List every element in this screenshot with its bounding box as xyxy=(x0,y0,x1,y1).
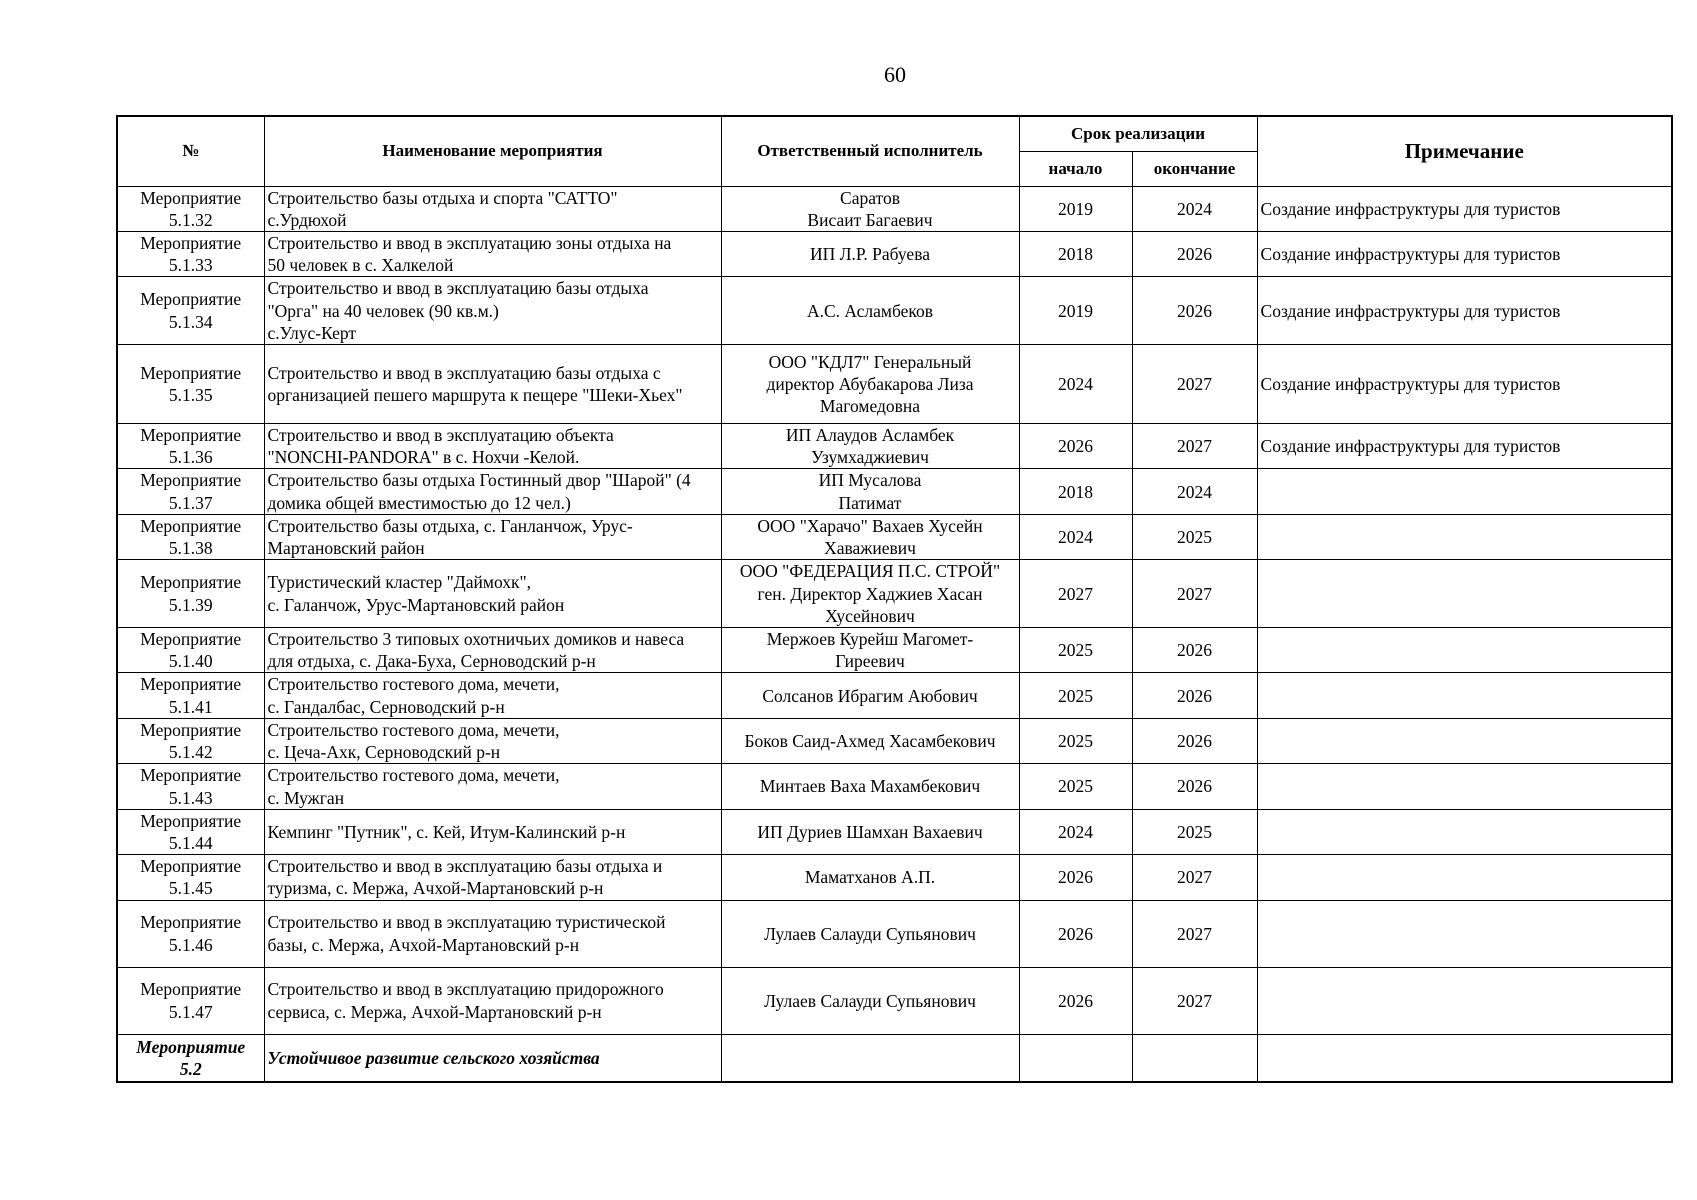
end-year: 2027 xyxy=(1132,345,1257,424)
note xyxy=(1257,764,1672,809)
table-row-section xyxy=(117,1034,1672,1082)
start-year: 2019 xyxy=(1019,277,1132,345)
activity-number: Мероприятие 5.1.32 xyxy=(117,186,264,231)
activity-name: Строительство и ввод в эксплуатацию туристической базы, с. Мержа, Ачхой-Мартановский р-н xyxy=(264,900,721,967)
activity-number: Мероприятие 5.1.36 xyxy=(117,424,264,469)
end-year: 2026 xyxy=(1132,673,1257,718)
note xyxy=(1257,514,1672,559)
table-row xyxy=(117,277,1672,345)
activity-name: Строительство гостевого дома, мечети, с. Мужган xyxy=(264,764,721,809)
start-year: 2019 xyxy=(1019,186,1132,231)
note xyxy=(1257,469,1672,514)
table-row xyxy=(117,900,1672,967)
activity-name: Строительство базы отдыха, с. Ганланчож, Урус- Мартановский район xyxy=(264,514,721,559)
table-row xyxy=(117,628,1672,673)
start-year: 2025 xyxy=(1019,673,1132,718)
end-year: 2026 xyxy=(1132,277,1257,345)
activity-number: Мероприятие 5.1.37 xyxy=(117,469,264,514)
activity-number: Мероприятие 5.1.45 xyxy=(117,855,264,900)
activity-name: Строительство 3 типовых охотничьих домиков и навеса для отдыха, с. Дака-Буха, Серноводский р-н xyxy=(264,628,721,673)
activity-number: Мероприятие 5.1.34 xyxy=(117,277,264,345)
note: Создание инфраструктуры для туристов xyxy=(1257,345,1672,424)
start-year: 2026 xyxy=(1019,967,1132,1034)
end-year: 2025 xyxy=(1132,514,1257,559)
table-row xyxy=(117,231,1672,276)
note xyxy=(1257,560,1672,628)
table-row xyxy=(117,469,1672,514)
start-year: 2026 xyxy=(1019,855,1132,900)
responsible-executor: Боков Саид-Ахмед Хасамбекович xyxy=(721,718,1019,763)
start-year: 2018 xyxy=(1019,231,1132,276)
responsible-executor: Солсанов Ибрагим Аюбович xyxy=(721,673,1019,718)
table-row xyxy=(117,718,1672,763)
responsible-executor: Лулаев Салауди Супьянович xyxy=(721,967,1019,1034)
table-row xyxy=(117,967,1672,1034)
table-body xyxy=(117,186,1672,1082)
note: Создание инфраструктуры для туристов xyxy=(1257,277,1672,345)
activity-number: Мероприятие 5.1.42 xyxy=(117,718,264,763)
activity-name: Строительство базы отдыха Гостинный двор "Шарой" (4 домика общей вместимостью до 12 чел.) xyxy=(264,469,721,514)
table-row xyxy=(117,560,1672,628)
start-year: 2024 xyxy=(1019,514,1132,559)
activity-name: Строительство и ввод в эксплуатацию базы отдыха и туризма, с. Мержа, Ачхой-Мартановский р-н xyxy=(264,855,721,900)
table-row xyxy=(117,809,1672,854)
note: Создание инфраструктуры для туристов xyxy=(1257,231,1672,276)
activity-number: Мероприятие 5.1.39 xyxy=(117,560,264,628)
responsible-executor: ООО "КДЛ7" Генеральный директор Абубакарова Лиза Магомедовна xyxy=(721,345,1019,424)
table-row xyxy=(117,345,1672,424)
activity-name: Строительство базы отдыха и спорта "САТТО" с.Урдюхой xyxy=(264,186,721,231)
header-end: окончание xyxy=(1132,151,1257,186)
end-year: 2026 xyxy=(1132,764,1257,809)
note xyxy=(1257,673,1672,718)
page-number: 60 xyxy=(884,62,906,87)
end-year: 2024 xyxy=(1132,469,1257,514)
start-year: 2024 xyxy=(1019,809,1132,854)
activities-table xyxy=(116,115,1673,1083)
responsible-executor: Маматханов А.П. xyxy=(721,855,1019,900)
responsible-executor: ИП Л.Р. Рабуева xyxy=(721,231,1019,276)
end-year: 2027 xyxy=(1132,424,1257,469)
responsible-executor: ООО "ФЕДЕРАЦИЯ П.С. СТРОЙ" ген. Директор Хаджиев Хасан Хусейнович xyxy=(721,560,1019,628)
end-year: 2025 xyxy=(1132,809,1257,854)
activity-name: Строительство и ввод в эксплуатацию объекта "NONCHI-PANDORA" в с. Нохчи -Келой. xyxy=(264,424,721,469)
header-activity-name: Наименование мероприятия xyxy=(264,116,721,186)
header-start: начало xyxy=(1019,151,1132,186)
start-year: 2026 xyxy=(1019,424,1132,469)
responsible-executor: ИП Дуриев Шамхан Вахаевич xyxy=(721,809,1019,854)
responsible-executor: Мержоев Курейш Магомет- Гиреевич xyxy=(721,628,1019,673)
activity-name: Устойчивое развитие сельского хозяйства xyxy=(264,1034,721,1082)
start-year: 2025 xyxy=(1019,628,1132,673)
header-note: Примечание xyxy=(1257,116,1672,186)
activity-name: Строительство и ввод в эксплуатацию зоны отдыха на 50 человек в с. Халкелой xyxy=(264,231,721,276)
responsible-executor: ИП Мусалова Патимат xyxy=(721,469,1019,514)
note xyxy=(1257,855,1672,900)
end-year: 2027 xyxy=(1132,967,1257,1034)
activity-name: Строительство гостевого дома, мечети, с. Цеча-Ахк, Серноводский р-н xyxy=(264,718,721,763)
responsible-executor: А.С. Асламбеков xyxy=(721,277,1019,345)
activity-number: Мероприятие 5.1.35 xyxy=(117,345,264,424)
end-year: 2027 xyxy=(1132,855,1257,900)
end-year: 2026 xyxy=(1132,628,1257,673)
note xyxy=(1257,718,1672,763)
start-year: 2024 xyxy=(1019,345,1132,424)
activity-number: Мероприятие 5.1.38 xyxy=(117,514,264,559)
activity-name: Строительство и ввод в эксплуатацию базы отдыха "Орга" на 40 человек (90 кв.м.) с.Улус-Керт xyxy=(264,277,721,345)
table-row xyxy=(117,764,1672,809)
table-row xyxy=(117,855,1672,900)
start-year: 2025 xyxy=(1019,718,1132,763)
end-year: 2026 xyxy=(1132,231,1257,276)
note xyxy=(1257,809,1672,854)
end-year: 2026 xyxy=(1132,718,1257,763)
start-year xyxy=(1019,1034,1132,1082)
activity-number: Мероприятие 5.1.47 xyxy=(117,967,264,1034)
activity-number: Мероприятие 5.1.40 xyxy=(117,628,264,673)
note xyxy=(1257,900,1672,967)
note: Создание инфраструктуры для туристов xyxy=(1257,424,1672,469)
header-executor: Ответственный исполнитель xyxy=(721,116,1019,186)
note xyxy=(1257,1034,1672,1082)
note: Создание инфраструктуры для туристов xyxy=(1257,186,1672,231)
responsible-executor: ООО "Харачо" Вахаев Хусейн Хаважиевич xyxy=(721,514,1019,559)
start-year: 2018 xyxy=(1019,469,1132,514)
activity-name: Туристический кластер "Даймохк", с. Галанчож, Урус-Мартановский район xyxy=(264,560,721,628)
header-number: № xyxy=(117,116,264,186)
activity-number: Мероприятие 5.1.43 xyxy=(117,764,264,809)
start-year: 2026 xyxy=(1019,900,1132,967)
activity-name: Строительство и ввод в эксплуатацию базы отдыха с организацией пешего маршрута к пещере "Шеки-Хьех" xyxy=(264,345,721,424)
activity-name: Строительство и ввод в эксплуатацию придорожного сервиса, с. Мержа, Ачхой-Мартановский р-н xyxy=(264,967,721,1034)
table-row xyxy=(117,186,1672,231)
start-year: 2027 xyxy=(1019,560,1132,628)
responsible-executor: Саратов Висаит Багаевич xyxy=(721,186,1019,231)
responsible-executor: ИП Алаудов Асламбек Узумхаджиевич xyxy=(721,424,1019,469)
activity-name: Строительство гостевого дома, мечети, с. Гандалбас, Серноводский р-н xyxy=(264,673,721,718)
activity-number: Мероприятие 5.1.33 xyxy=(117,231,264,276)
start-year: 2025 xyxy=(1019,764,1132,809)
note xyxy=(1257,967,1672,1034)
activity-number: Мероприятие 5.2 xyxy=(117,1034,264,1082)
end-year: 2027 xyxy=(1132,560,1257,628)
activity-number: Мероприятие 5.1.41 xyxy=(117,673,264,718)
header-period: Срок реализации xyxy=(1019,116,1257,151)
end-year: 2027 xyxy=(1132,900,1257,967)
responsible-executor xyxy=(721,1034,1019,1082)
activity-number: Мероприятие 5.1.46 xyxy=(117,900,264,967)
activity-number: Мероприятие 5.1.44 xyxy=(117,809,264,854)
table-row xyxy=(117,424,1672,469)
responsible-executor: Минтаев Ваха Махамбекович xyxy=(721,764,1019,809)
activity-name: Кемпинг "Путник", с. Кей, Итум-Калинский р-н xyxy=(264,809,721,854)
responsible-executor: Лулаев Салауди Супьянович xyxy=(721,900,1019,967)
table-row xyxy=(117,673,1672,718)
note xyxy=(1257,628,1672,673)
end-year xyxy=(1132,1034,1257,1082)
table-row xyxy=(117,514,1672,559)
end-year: 2024 xyxy=(1132,186,1257,231)
